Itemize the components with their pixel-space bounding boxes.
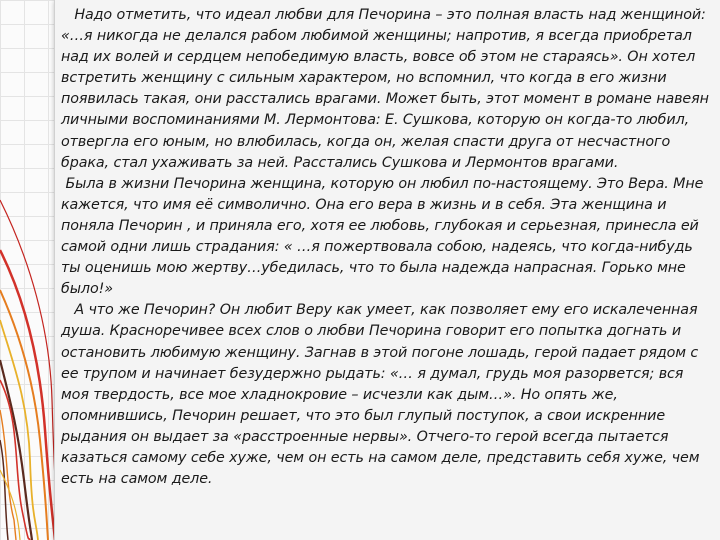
ribbon-red-2 — [0, 380, 30, 540]
ribbon-orange-1 — [0, 290, 48, 540]
paragraph-1: Надо отметить, что идеал любви для Печорина – это полная власть над женщиной: «…я никогда не делался рабом любимой женщины; напротив, я всегда приобретал над их волей и сердцем непобедимую власть, вовсе об этом не стараясь». Он хотел встретить женщину с сильным характером, но вспомнил, что когда в его жизни появилась такая, они расстались врагами. Может быть, этот момент в романе навеян личными воспоминаниями М. Лермонтова: Е. Сушкова, которую он когда-то любил, отвергла его юным, но влюбилась, когда он, желая спасти друга от несчастного брака, стал ухаживать за ней. Расстались Сушкова и Лермонтов врагами. — [61, 7, 709, 171]
paragraph-3: А что же Печорин? Он любит Веру как умеет, как позволяет ему его искалеченная душа. Красноречивее всех слов о любви Печорина говорит его попытка догнать и остановить любимую женщину. Загнав в этой погоне лошадь, герой падает рядом с ее трупом и начинает безудержно рыдать: «… я думал, грудь моя разорвется; вся моя твердость, все мое хладнокровие – исчезли как дым…». Но опять же, опомнившись, Печорин решает, что это был глупый поступок, а свои искренние рыдания он выдает за «расстроенные нервы». Отчего-то герой всегда пытается казаться самому себе хуже, чем он есть на самом деле, представить себя хуже, чем есть на самом деле. — [61, 302, 700, 488]
paragraph-2: Была в жизни Печорина женщина, которую он любил по-настоящему. Это Вера. Мне кажется, что имя её символично. Она его вера в жизнь и в себя. Эта женщина и поняла Печорин , и приняла его, хотя ее любовь, глубокая и серьезная, принесла ей самой одни лишь страдания: « …я пожертвовала собою, надеясь, что когда-нибудь ты оценишь мою жертву…убедилась, что то была надежда напрасная. Горько мне было!» — [61, 175, 704, 298]
ribbon-dark-2 — [0, 440, 8, 540]
decorative-ribbons — [0, 0, 60, 540]
ribbon-yellow-2 — [0, 470, 20, 540]
text-panel — [54, 0, 720, 540]
